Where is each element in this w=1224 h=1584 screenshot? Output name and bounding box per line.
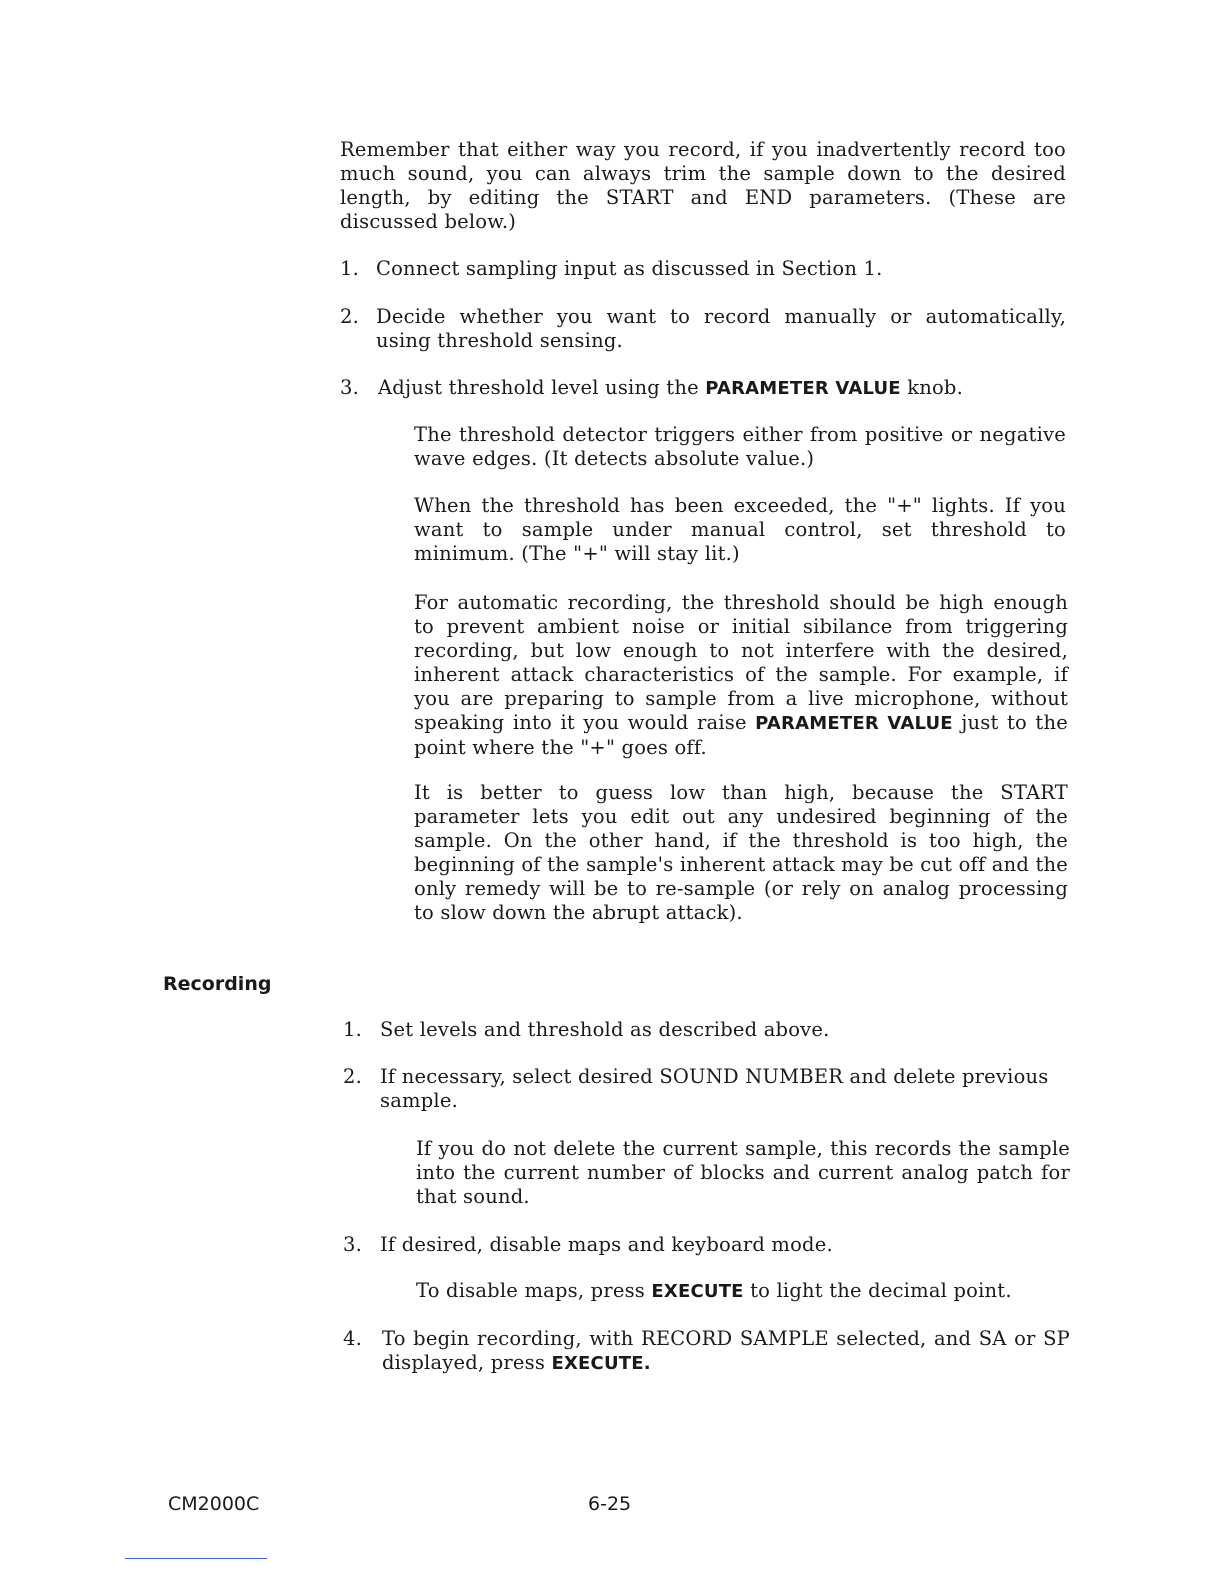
recording-step-2-text: If necessary, select desired SOUND NUMBER and delete previous sample. — [380, 1065, 1049, 1112]
recording-note-2: If you do not delete the current sample, this records the sample into the current number of blocks and current analog patch for that sound. — [416, 1137, 1070, 1208]
setup-step-2-text: Decide whether you want to record manually or automatically, using threshold sensing. — [376, 305, 1066, 352]
parameter-value-label-2: PARAMETER VALUE — [755, 713, 953, 734]
setup-step-3-number: 3. — [340, 376, 360, 399]
threshold-note-3 — [414, 591, 1068, 760]
setup-step-3-post: knob. — [900, 376, 964, 399]
recording-step-2-number: 2. — [343, 1065, 363, 1088]
recording-step-4-number: 4. — [343, 1327, 363, 1350]
recording-note-3 — [416, 1279, 1070, 1304]
execute-label: EXECUTE — [651, 1281, 744, 1302]
threshold-note-3-post: just to the point where the "+" goes off. — [414, 711, 1068, 759]
threshold-note-4: It is better to guess low than high, because the START parameter lets you edit out any undesired beginning of the sample. On the other hand, if the threshold is too high, the beginning of the sample's inherent attack may be cut off and the only remedy will be to re-sample (or rely on analog processing to slow down the abrupt attack). — [414, 781, 1068, 924]
threshold-note-3-pre: For automatic recording, the threshold should be high enough to prevent ambient noise or initial sibilance from triggering recording, but low enough to not interfere with the desired, inherent attack characteristics of the sample. For example, if you are preparing to sample from a live microphone, without speaking into it you would raise — [414, 591, 1068, 734]
recording-step-4-pre: To begin recording, with RECORD SAMPLE selected, and SA or SP displayed, press — [382, 1327, 1070, 1374]
threshold-note-2: When the threshold has been exceeded, the "+" lights. If you want to sample under manual control, set threshold to minimum. (The "+" will stay lit.) — [414, 494, 1066, 565]
setup-step-3-text — [378, 376, 1068, 401]
setup-step-2-number: 2. — [340, 305, 360, 328]
setup-step-1-text: Connect sampling input as discussed in Section 1. — [376, 257, 883, 280]
execute-label-2: EXECUTE. — [551, 1353, 651, 1374]
recording-step-1-text: Set levels and threshold as described above. — [380, 1018, 830, 1041]
setup-step-1-number: 1. — [340, 257, 360, 280]
footer-rule — [125, 1558, 267, 1559]
recording-step-3-number: 3. — [343, 1233, 363, 1256]
footer-page-number: 6-25 — [588, 1493, 632, 1515]
recording-step-1-number: 1. — [343, 1018, 363, 1041]
footer-doc-id: CM2000C — [168, 1493, 260, 1515]
recording-step-3-text: If desired, disable maps and keyboard mode. — [380, 1233, 833, 1256]
threshold-note-1: The threshold detector triggers either from positive or negative wave edges. (It detects absolute value.) — [414, 423, 1066, 470]
recording-note-3-pre: To disable maps, press — [416, 1279, 652, 1302]
setup-step-3-pre: Adjust threshold level using the — [378, 376, 706, 399]
recording-heading: Recording — [163, 973, 272, 995]
parameter-value-label: PARAMETER VALUE — [705, 378, 901, 399]
recording-note-3-post: to light the decimal point. — [743, 1279, 1012, 1302]
intro-paragraph: Remember that either way you record, if you inadvertently record too much sound, you can always trim the sample down to the desired length, by editing the START and END parameters. (These are discussed below.) — [340, 138, 1066, 233]
recording-step-4-text — [382, 1327, 1070, 1376]
